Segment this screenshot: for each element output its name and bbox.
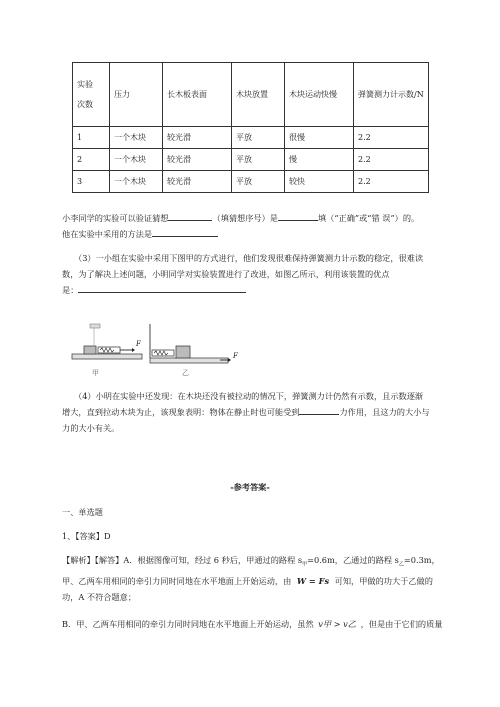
experiment-figure xyxy=(70,312,240,380)
table-row xyxy=(73,171,429,193)
figure-label-b: 乙 xyxy=(182,369,189,377)
table-cell: 2.2 xyxy=(354,127,429,149)
q3-line-1: （3）一小组在实验中采用下图甲的方式进行，他们发现很难保持弹簧测力计示数的稳定，很难读 xyxy=(74,253,424,263)
option-b-line xyxy=(62,616,454,632)
table-header-cell: 木块放置 xyxy=(232,63,285,127)
table-cell: 较光滑 xyxy=(163,149,232,171)
q3-line-3 xyxy=(62,282,452,298)
table-header-cell: 木块运动快慢 xyxy=(285,63,354,127)
text: 填（“正确”或“错 误”）的。 xyxy=(317,213,420,223)
text: 他在实验中采用的方法是 xyxy=(62,229,153,239)
subscript: 甲 xyxy=(302,561,308,568)
question-3-paragraph xyxy=(62,250,452,298)
arrow-b xyxy=(228,358,231,362)
table-cell: 2.2 xyxy=(354,171,429,193)
table-cell: 平放 xyxy=(232,127,285,149)
text: =0.6m，乙通过的路程 s xyxy=(307,555,399,565)
table-header-cell: 实验 次数 xyxy=(73,63,110,127)
table-header-cell: 压力 xyxy=(110,63,163,127)
table-header-cell: 弹簧测力计示数/N xyxy=(354,63,429,127)
text: =0.3m， xyxy=(403,555,440,565)
analysis-line-3: 功，A 不符合题意； xyxy=(62,591,137,602)
table-cell: 很慢 xyxy=(285,127,354,149)
table-cell: 3 xyxy=(73,171,110,193)
table-row xyxy=(73,149,429,171)
answer-blank[interactable] xyxy=(168,211,212,221)
table-header-cell: 长木板表面 xyxy=(163,63,232,127)
text: 力作用，且这力的大小与 xyxy=(339,407,430,417)
text: 【解析】【解答】A．根据图像可知，经过 6 秒后，甲通过的路程 s xyxy=(62,555,303,565)
table-cell: 平放 xyxy=(232,171,285,193)
board-a xyxy=(72,354,142,359)
table-cell: 一个木块 xyxy=(110,127,163,149)
table-cell: 1 xyxy=(73,127,110,149)
table-cell: 2 xyxy=(73,149,110,171)
analysis-paragraph xyxy=(62,552,452,605)
text: 可知，甲做的功大于乙做的 xyxy=(334,575,433,586)
conclusion-paragraph xyxy=(62,210,452,242)
table-cell: 一个木块 xyxy=(110,149,163,171)
formula: v甲 > v乙 xyxy=(318,619,356,629)
block-b xyxy=(176,346,190,358)
table-cell: 较光滑 xyxy=(163,171,232,193)
analysis-line-1 xyxy=(62,552,452,573)
board-b xyxy=(150,358,228,363)
text: ，但是由于它们的质量 xyxy=(360,619,443,629)
table-cell: 一个木块 xyxy=(110,171,163,193)
table-cell: 平放 xyxy=(232,149,285,171)
conclusion-line-2 xyxy=(62,226,452,242)
answer-section-title: -参考答案- xyxy=(230,482,270,492)
block-a xyxy=(84,346,96,354)
force-label-b: F xyxy=(233,352,238,360)
table-cell: 慢 xyxy=(285,149,354,171)
analysis-line-2 xyxy=(62,573,452,589)
text: 甲、乙两车用相同的牵引力同时同地在水平地面上开始运动，由 xyxy=(62,575,292,586)
arrow-a xyxy=(132,348,135,352)
figure-label-a: 甲 xyxy=(92,369,99,377)
text: B．甲、乙两车用相同的牵引力同时同地在水平地面上开始运动，虽然 xyxy=(62,619,314,629)
answer-blank[interactable] xyxy=(78,283,246,293)
table-cell: 较快 xyxy=(285,171,354,193)
text: 增大，直到拉动木块为止，该现象表明：物体在静止时也可能受到 xyxy=(62,407,300,417)
text: （填猜想序号）是 xyxy=(212,213,278,223)
answer-blank[interactable] xyxy=(299,405,339,415)
answer-blank[interactable] xyxy=(152,227,218,237)
force-label-a: F xyxy=(136,340,141,348)
table-cell: 2.2 xyxy=(354,149,429,171)
experiment-table xyxy=(72,62,429,193)
formula: W = Fs xyxy=(296,575,330,586)
q4-line-2 xyxy=(62,404,452,420)
table-row xyxy=(73,127,429,149)
section-heading: 一、单选题 xyxy=(62,507,103,517)
text: 小李同学的实验可以验证猜想 xyxy=(62,213,169,223)
table-header-row xyxy=(73,63,429,127)
table-cell: 较光滑 xyxy=(163,127,232,149)
clamp-a xyxy=(90,324,100,328)
q4-line-3: 力的大小有关。 xyxy=(62,423,120,433)
text: 是： xyxy=(62,285,79,295)
q4-line-1: （4）小明在实验中还发现：在木块还没有被拉动的情况下，弹簧测力计仍然有示数，且示数逐渐 xyxy=(74,391,424,401)
q3-line-2: 数，为了解决上述问题，小明同学对实验装置进行了改进，如图乙所示，利用该装置的优点 xyxy=(62,269,390,279)
question-4-paragraph xyxy=(62,388,452,436)
conclusion-line-1 xyxy=(62,210,452,226)
answer-blank[interactable] xyxy=(278,211,318,221)
question-1-answer: 1、【答案】D xyxy=(62,531,111,541)
subscript: 乙 xyxy=(398,561,404,568)
